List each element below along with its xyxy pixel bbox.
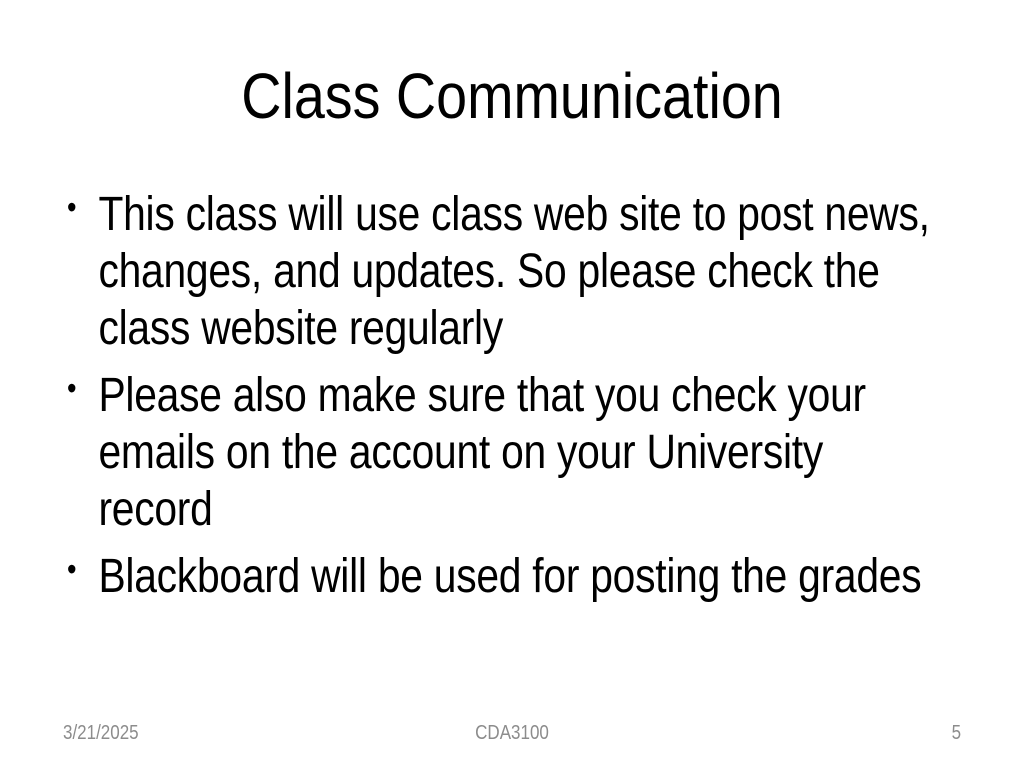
bullet-line: Please also make sure that you check your <box>98 369 866 422</box>
bullet-marker: • <box>67 551 77 587</box>
bullet-marker: • <box>67 370 77 406</box>
bullet-item <box>67 548 922 605</box>
bullet-item <box>67 367 917 538</box>
footer-course-code: CDA3100 <box>475 722 549 744</box>
slide-body <box>67 186 930 615</box>
bullet-line: record <box>98 483 213 536</box>
bullet-line: This class will use class web site to post news, <box>98 188 930 241</box>
bullet-item <box>67 186 930 357</box>
slide-title: Class Communication <box>241 60 783 132</box>
bullet-line: class website regularly <box>98 302 504 355</box>
bullet-line: Blackboard will be used for posting the grades <box>98 550 922 603</box>
bullet-line: emails on the account on your University <box>98 426 824 479</box>
bullet-line: changes, and updates. So please check the <box>98 245 880 298</box>
footer-page-number: 5 <box>951 722 961 744</box>
footer-date: 3/21/2025 <box>63 722 139 744</box>
bullet-marker: • <box>67 189 77 225</box>
